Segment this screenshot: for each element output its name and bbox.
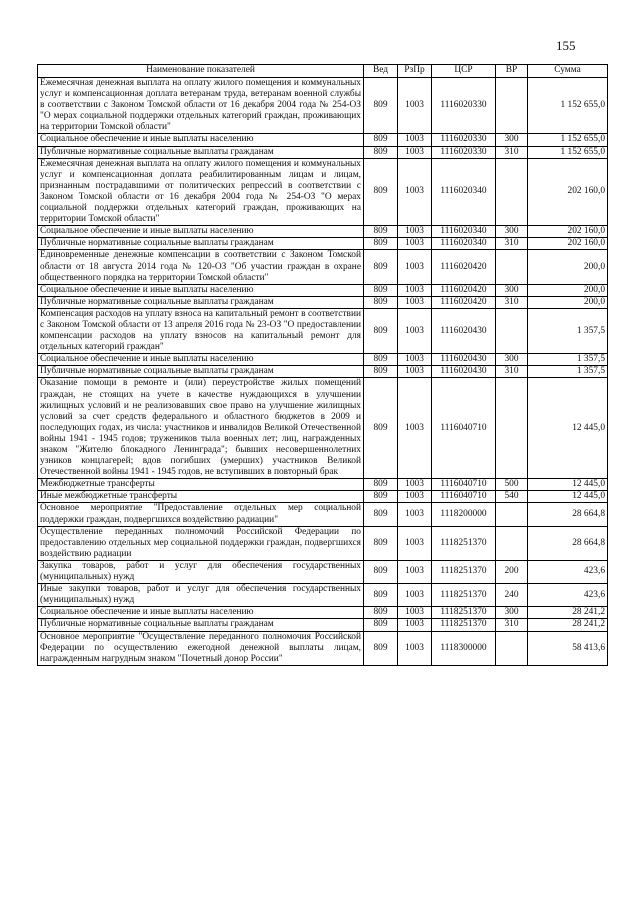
cell-rzpr: 1003 xyxy=(398,146,432,158)
table-row xyxy=(38,378,608,479)
cell-vr xyxy=(496,631,528,665)
cell-name: Межбюджетные трансферты xyxy=(38,479,364,491)
cell-rzpr: 1003 xyxy=(398,560,432,583)
table-row xyxy=(38,619,608,631)
cell-vr xyxy=(496,503,528,526)
header-ved: Вед xyxy=(364,65,398,78)
cell-sum: 28 664,8 xyxy=(528,526,608,560)
cell-vr: 500 xyxy=(496,479,528,491)
cell-name: Социальное обеспечение и иные выплаты населению xyxy=(38,134,364,146)
cell-name: Осуществление переданных полномочий Российской Федерации по предоставлению отдельных мер социальной поддержки граждан, подвергшихся воздействию радиации xyxy=(38,526,364,560)
cell-csr: 1116020430 xyxy=(432,366,496,378)
cell-ved: 809 xyxy=(364,607,398,619)
cell-rzpr: 1003 xyxy=(398,158,432,226)
cell-vr: 240 xyxy=(496,584,528,607)
cell-rzpr: 1003 xyxy=(398,491,432,503)
cell-csr: 1116020330 xyxy=(432,146,496,158)
cell-rzpr: 1003 xyxy=(398,526,432,560)
cell-ved: 809 xyxy=(364,560,398,583)
cell-vr: 300 xyxy=(496,354,528,366)
cell-rzpr: 1003 xyxy=(398,238,432,250)
cell-vr xyxy=(496,308,528,353)
cell-csr: 1116020430 xyxy=(432,308,496,353)
cell-ved: 809 xyxy=(364,226,398,238)
cell-ved: 809 xyxy=(364,296,398,308)
cell-name: Компенсация расходов на уплату взноса на капитальный ремонт в соответствии с Законом Томской области от 13 апреля 2016 года № 23-ОЗ "О предоставлении компенсации расходов на уплату взносов на капитальный ремонт для отдельных категорий граждан" xyxy=(38,308,364,353)
table-row xyxy=(38,78,608,134)
cell-sum: 200,0 xyxy=(528,284,608,296)
cell-sum: 200,0 xyxy=(528,250,608,284)
cell-ved: 809 xyxy=(364,308,398,353)
cell-vr: 310 xyxy=(496,238,528,250)
cell-name: Публичные нормативные социальные выплаты гражданам xyxy=(38,366,364,378)
cell-ved: 809 xyxy=(364,250,398,284)
cell-rzpr: 1003 xyxy=(398,366,432,378)
cell-ved: 809 xyxy=(364,134,398,146)
cell-csr: 1116020330 xyxy=(432,134,496,146)
table-row xyxy=(38,354,608,366)
cell-vr: 300 xyxy=(496,607,528,619)
cell-name: Публичные нормативные социальные выплаты гражданам xyxy=(38,619,364,631)
table-row xyxy=(38,503,608,526)
cell-ved: 809 xyxy=(364,491,398,503)
cell-ved: 809 xyxy=(364,158,398,226)
cell-sum: 12 445,0 xyxy=(528,378,608,479)
cell-csr: 1116020420 xyxy=(432,296,496,308)
cell-name: Основное мероприятие "Осуществление переданного полномочия Российской Федерации по осуществлению ежегодной денежной выплаты лицам, награжденным нагрудным знаком "Почетный донор России" xyxy=(38,631,364,665)
cell-csr: 1118200000 xyxy=(432,503,496,526)
cell-rzpr: 1003 xyxy=(398,296,432,308)
cell-csr: 1118251370 xyxy=(432,560,496,583)
cell-vr: 300 xyxy=(496,284,528,296)
cell-name: Социальное обеспечение и иные выплаты населению xyxy=(38,354,364,366)
table-row xyxy=(38,560,608,583)
table-row xyxy=(38,631,608,665)
table-row xyxy=(38,479,608,491)
cell-sum: 58 413,6 xyxy=(528,631,608,665)
cell-name: Основное мероприятие "Предоставление отдельных мер социальной поддержки граждан, подвергшихся воздействию радиации" xyxy=(38,503,364,526)
cell-ved: 809 xyxy=(364,366,398,378)
cell-vr xyxy=(496,526,528,560)
cell-rzpr: 1003 xyxy=(398,226,432,238)
cell-ved: 809 xyxy=(364,238,398,250)
cell-sum: 423,6 xyxy=(528,560,608,583)
table-row xyxy=(38,308,608,353)
cell-csr: 1116040710 xyxy=(432,491,496,503)
cell-rzpr: 1003 xyxy=(398,308,432,353)
cell-vr: 310 xyxy=(496,619,528,631)
cell-sum: 1 152 655,0 xyxy=(528,134,608,146)
cell-sum: 28 664,8 xyxy=(528,503,608,526)
table-row xyxy=(38,226,608,238)
cell-ved: 809 xyxy=(364,631,398,665)
table-row xyxy=(38,584,608,607)
cell-name: Ежемесячная денежная выплата на оплату жилого помещения и коммунальных услуг и компенсационная доплата ветеранам труда, ветеранам военной службы в соответствии с Законом Томской области от 16 декабря 2004 года № 254-ОЗ "О мерах социальной поддержки отдельных категорий граждан, проживающих на территории Томской области" xyxy=(38,78,364,134)
cell-csr: 1116020340 xyxy=(432,226,496,238)
cell-sum: 12 445,0 xyxy=(528,491,608,503)
cell-name: Оказание помощи в ремонте и (или) переустройстве жилых помещений граждан, не стоящих на учете в качестве нуждающихся в улучшении жилищных условий и не реализовавших свое право на улучшение жилищных условий за счет средств федерального и областного бюджетов в 2009 и последующих годах, из числа: участников и инвалидов Великой Отечественной войны 1941 - 1945 годов; тружеников тыла военных лет; лиц, награжденных знаком "Жителю блокадного Ленинграда"; бывших несовершеннолетних узников концлагерей; вдов погибших (умерших) участников Великой Отечественной войны 1941 - 1945 годов, не вступивших в повторный брак xyxy=(38,378,364,479)
table-body xyxy=(38,78,608,666)
cell-csr: 1118251370 xyxy=(432,526,496,560)
cell-sum: 28 241,2 xyxy=(528,607,608,619)
header-csr: ЦСР xyxy=(432,65,496,78)
table-row xyxy=(38,238,608,250)
cell-csr: 1116040710 xyxy=(432,378,496,479)
cell-csr: 1118251370 xyxy=(432,607,496,619)
table-row xyxy=(38,146,608,158)
cell-sum: 200,0 xyxy=(528,296,608,308)
table-row xyxy=(38,491,608,503)
cell-ved: 809 xyxy=(364,526,398,560)
cell-sum: 1 152 655,0 xyxy=(528,146,608,158)
cell-csr: 1116040710 xyxy=(432,479,496,491)
cell-rzpr: 1003 xyxy=(398,134,432,146)
cell-name: Публичные нормативные социальные выплаты гражданам xyxy=(38,296,364,308)
cell-sum: 12 445,0 xyxy=(528,479,608,491)
cell-name: Публичные нормативные социальные выплаты гражданам xyxy=(38,238,364,250)
cell-rzpr: 1003 xyxy=(398,378,432,479)
table-row xyxy=(38,134,608,146)
cell-csr: 1118251370 xyxy=(432,619,496,631)
cell-sum: 202 160,0 xyxy=(528,238,608,250)
cell-rzpr: 1003 xyxy=(398,503,432,526)
cell-ved: 809 xyxy=(364,584,398,607)
cell-vr: 310 xyxy=(496,366,528,378)
table-row xyxy=(38,607,608,619)
cell-name: Социальное обеспечение и иные выплаты населению xyxy=(38,226,364,238)
cell-sum: 423,6 xyxy=(528,584,608,607)
table-row xyxy=(38,250,608,284)
table-row xyxy=(38,296,608,308)
cell-name: Ежемесячная денежная выплата на оплату жилого помещения и коммунальных услуг и компенсационная доплата реабилитированным лицам и лицам, признанным пострадавшими от политических репрессий в соответствии с Законом Томской области от 16 декабря 2004 года № 254-ОЗ "О мерах социальной поддержки отдельных категорий граждан, проживающих на территории Томской области" xyxy=(38,158,364,226)
cell-sum: 202 160,0 xyxy=(528,158,608,226)
cell-ved: 809 xyxy=(364,479,398,491)
cell-vr: 540 xyxy=(496,491,528,503)
cell-vr xyxy=(496,158,528,226)
cell-rzpr: 1003 xyxy=(398,250,432,284)
cell-vr: 310 xyxy=(496,296,528,308)
cell-sum: 1 152 655,0 xyxy=(528,78,608,134)
cell-csr: 1118251370 xyxy=(432,584,496,607)
table-row xyxy=(38,366,608,378)
cell-sum: 1 357,5 xyxy=(528,366,608,378)
cell-name: Иные межбюджетные трансферты xyxy=(38,491,364,503)
cell-ved: 809 xyxy=(364,146,398,158)
table-header-row xyxy=(38,65,608,78)
cell-vr: 300 xyxy=(496,226,528,238)
header-rzpr: РзПр xyxy=(398,65,432,78)
cell-ved: 809 xyxy=(364,78,398,134)
cell-csr: 1116020340 xyxy=(432,158,496,226)
cell-sum: 1 357,5 xyxy=(528,354,608,366)
cell-csr: 1116020330 xyxy=(432,78,496,134)
table-row xyxy=(38,158,608,226)
header-name: Наименование показателей xyxy=(38,65,364,78)
cell-vr: 200 xyxy=(496,560,528,583)
cell-vr: 310 xyxy=(496,146,528,158)
cell-rzpr: 1003 xyxy=(398,78,432,134)
table-row xyxy=(38,284,608,296)
cell-rzpr: 1003 xyxy=(398,479,432,491)
cell-name: Закупка товаров, работ и услуг для обеспечения государственных (муниципальных) нужд xyxy=(38,560,364,583)
cell-ved: 809 xyxy=(364,503,398,526)
cell-sum: 202 160,0 xyxy=(528,226,608,238)
cell-name: Социальное обеспечение и иные выплаты населению xyxy=(38,284,364,296)
cell-rzpr: 1003 xyxy=(398,584,432,607)
cell-rzpr: 1003 xyxy=(398,354,432,366)
page-number: 155 xyxy=(556,38,576,53)
cell-csr: 1116020340 xyxy=(432,238,496,250)
cell-ved: 809 xyxy=(364,619,398,631)
cell-ved: 809 xyxy=(364,284,398,296)
cell-csr: 1118300000 xyxy=(432,631,496,665)
cell-rzpr: 1003 xyxy=(398,631,432,665)
cell-vr xyxy=(496,78,528,134)
cell-rzpr: 1003 xyxy=(398,284,432,296)
cell-vr: 300 xyxy=(496,134,528,146)
table-row xyxy=(38,526,608,560)
cell-csr: 1116020430 xyxy=(432,354,496,366)
header-vr: ВР xyxy=(496,65,528,78)
cell-vr xyxy=(496,378,528,479)
cell-csr: 1116020420 xyxy=(432,284,496,296)
cell-ved: 809 xyxy=(364,354,398,366)
cell-sum: 28 241,2 xyxy=(528,619,608,631)
cell-sum: 1 357,5 xyxy=(528,308,608,353)
cell-csr: 1116020420 xyxy=(432,250,496,284)
cell-ved: 809 xyxy=(364,378,398,479)
cell-rzpr: 1003 xyxy=(398,619,432,631)
budget-table xyxy=(37,64,608,666)
header-sum: Сумма xyxy=(528,65,608,78)
cell-rzpr: 1003 xyxy=(398,607,432,619)
cell-name: Единовременные денежные компенсации в соответствии с Законом Томской области от 18 августа 2014 года № 120-ОЗ "Об участии граждан в охране общественного порядка на территории Томской области" xyxy=(38,250,364,284)
cell-name: Публичные нормативные социальные выплаты гражданам xyxy=(38,146,364,158)
cell-vr xyxy=(496,250,528,284)
cell-name: Иные закупки товаров, работ и услуг для обеспечения государственных (муниципальных) нужд xyxy=(38,584,364,607)
cell-name: Социальное обеспечение и иные выплаты населению xyxy=(38,607,364,619)
